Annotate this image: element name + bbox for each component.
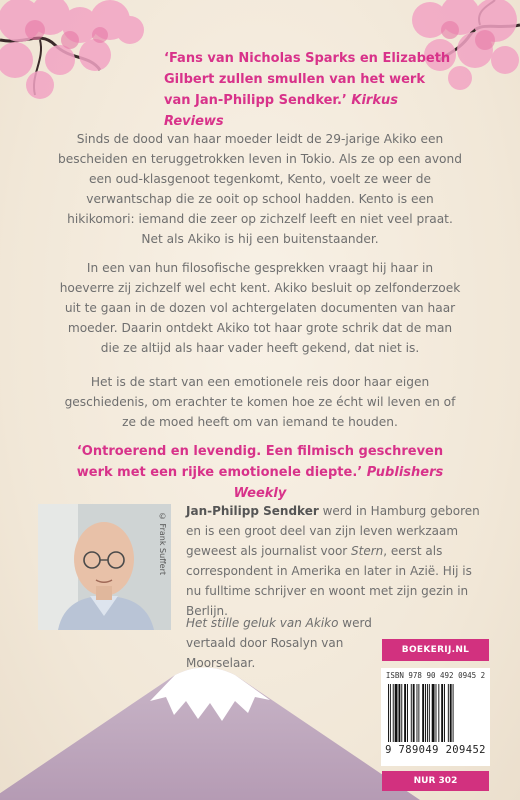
author-bio xyxy=(186,501,486,621)
synopsis-paragraph-2: In een van hun filosofische gesprekken vraagt hij haar in hoeverre zij zichzelf wel echt kent. Akiko besluit op zelfonderzoek uit te gaan in de dozen vol achtergelaten documenten van haar moeder. Daarin ontdekt Akiko tot haar grote schrik dat de man die ze altijd als haar vader heeft gekend, dat niet is. xyxy=(59,261,461,355)
author-portrait-image xyxy=(38,504,171,630)
author-name: Jan-Philipp Sendker xyxy=(186,504,319,518)
top-quote-text: ‘Fans van Nicholas Sparks en Elizabeth Gilbert zullen smullen van het werk van Jan-Philipp Sendker.’ xyxy=(164,51,451,108)
bio-text-2: , eerst als correspondent in Amerika en later in Azië. Hij is nu fulltime schrijver en woont met zijn gezin in Berlijn. xyxy=(186,544,472,618)
bio-text-1: werd in Hamburg geboren en is een groot deel van zijn leven werkzaam geweest als journalist voor xyxy=(186,504,480,558)
top-quote-source: Kirkus Reviews xyxy=(164,93,398,129)
cherry-blossom-left-decoration xyxy=(0,0,150,110)
magazine-name: Stern xyxy=(351,544,384,558)
nur-code-badge: NUR 302 xyxy=(382,771,489,791)
middle-quote-source: Publishers Weekly xyxy=(233,465,444,501)
barcode-image xyxy=(387,684,484,742)
translation-text: werd vertaald door Rosalyn van Moorselaar. xyxy=(186,616,372,670)
top-review-quote xyxy=(164,48,454,132)
publisher-badge: BOEKERIJ.NL xyxy=(382,639,489,661)
book-title: Het stille geluk van Akiko xyxy=(186,616,339,630)
synopsis-paragraph-3: Het is de start van een emotionele reis door haar eigen geschiedenis, om erachter te komen hoe ze écht wil leven en of ze de moed heeft om van iemand te houden. xyxy=(64,375,456,429)
synopsis-paragraph-1: Sinds de dood van haar moeder leidt de 29-jarige Akiko een bescheiden en teruggetrokken leven in Tokio. Als ze op een avond een oud-klasgenoot tegenkomt, Kento, voelt ze weer de verwantschap die ze ooit op school hadden. Kento is een hikikomori: iemand die zeer op zichzelf leeft en niet veel praat. Net als Akiko is hij een buitenstaander. xyxy=(58,132,462,246)
middle-review-quote xyxy=(60,441,460,504)
photo-credit: © Frank Suffert xyxy=(158,512,167,576)
isbn-label: ISBN 978 90 492 0945 2 xyxy=(385,671,486,680)
barcode-panel xyxy=(381,668,490,766)
middle-quote-text: ‘Ontroerend en levendig. Een filmisch geschreven werk met een rijke emotionele diepte.’ xyxy=(76,444,444,480)
mount-fuji-illustration xyxy=(0,635,420,800)
barcode-number: 9 789049 209452 xyxy=(385,744,486,756)
author-photo xyxy=(38,504,171,630)
